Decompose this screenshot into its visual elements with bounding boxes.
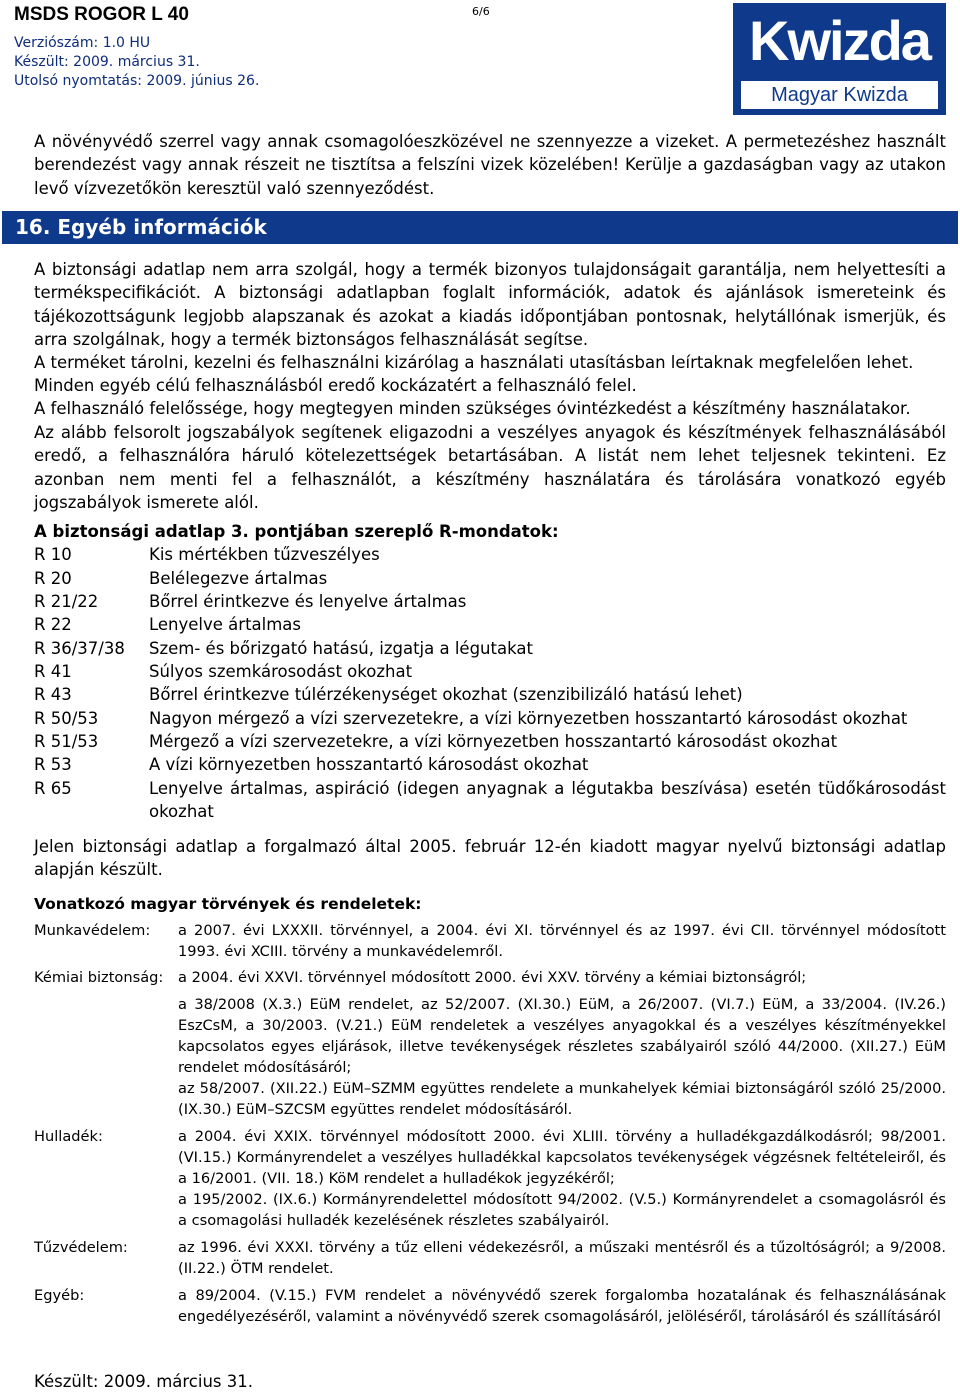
- section-title: 16. Egyéb információk: [15, 215, 267, 239]
- law-text: a 2007. évi LXXXII. törvénnyel, a 2004. évi XI. törvénnyel és az 1997. évi CII. törvénnyel módosított 1993. évi XCIII. törvény a munkavédelemről.: [178, 922, 946, 960]
- footer-created: Készült: 2009. március 31.: [34, 1372, 254, 1391]
- law-category: Tűzvédelem:: [34, 1239, 128, 1256]
- law-text: a 195/2002. (IX.6.) Kormányrendelettel módosított 94/2002. (V.5.) Kormányrendelet a csomagolásról és a csomagolási hulladék kezelésének részletes szabályairól.: [178, 1191, 946, 1229]
- r-phrase-text: Lenyelve ártalmas: [149, 615, 302, 634]
- r-phrase-code: R 50/53: [34, 709, 99, 728]
- r-phrase-text: Mérgező a vízi szervezetekre, a vízi környezetben hosszantartó károsodást okozhat: [149, 732, 838, 751]
- law-category: Munkavédelem:: [34, 922, 151, 939]
- r-phrase-text: Súlyos szemkárosodást okozhat: [149, 662, 413, 681]
- law-category: Egyéb:: [34, 1287, 85, 1304]
- version-line: Verziószám: 1.0 HU: [14, 35, 151, 51]
- r-phrase-code: R 21/22: [34, 592, 99, 611]
- section-paragraph-disclaimer: A biztonsági adatlap nem arra szolgál, hogy a termék bizonyos tulajdonságait garantálja, nem helyettesíti a termékspecifikációt. A biztonsági adatlapban foglalt információk, adatok és ajánlások ismereteink és tájékozottságunk legjobb alapszanak és azokat a kiadás időpontjában pontosnak, helytállónak ismerjük, és arra szolgálnak, hogy a termék biztonságos felhasználását segítse.: [34, 260, 946, 349]
- law-text: az 58/2007. (XII.22.) EüM–SZMM együttes rendelete a munkahelyek kémiai biztonságáról szóló 25/2000. (IX.30.) EüM–SZCSM együttes rendelet módosításáról.: [178, 1080, 946, 1118]
- law-category: Hulladék:: [34, 1128, 103, 1145]
- document-title: MSDS ROGOR L 40: [14, 4, 189, 25]
- r-phrase-text: Lenyelve ártalmas, aspiráció (idegen anyagnak a légutakba beszívása) esetén tüdőkárosodást okozhat: [149, 779, 946, 822]
- page-number: 6/6: [472, 5, 490, 18]
- section-paragraph-risk: Minden egyéb célú felhasználásból eredő kockázatért a felhasználó felel.: [34, 376, 637, 395]
- section-paragraph-legislation: Az alább felsorolt jogszabályok segítenek eligazodni a veszélyes anyagok és készítmények felhasználásából eredő, a felhasználóra háruló kötelezettségek betartásában. A listát nem lehet teljesnek tekinteni. Ez azonban nem menti fel a felhasználót, a készítmény használatára és tárolására vonatkozó egyéb jogszabályok ismerete alól.: [34, 423, 946, 512]
- law-text: az 1996. évi XXXI. törvény a tűz elleni védekezésről, a műszaki mentésről és a tűzoltóságról; a 9/2008. (II.22.) ÖTM rendelet.: [178, 1239, 946, 1277]
- kwizda-logo: [733, 3, 946, 115]
- r-phrase-code: R 36/37/38: [34, 639, 125, 658]
- r-phrase-code: R 10: [34, 545, 72, 564]
- logo-subtitle: Magyar Kwizda: [741, 81, 938, 109]
- r-phrase-text: Belélegezve ártalmas: [149, 569, 328, 588]
- source-note: Jelen biztonsági adatlap a forgalmazó által 2005. február 12-én kiadott magyar nyelvű biztonsági adatlap alapján készült.: [34, 837, 946, 880]
- section-paragraph-responsibility: A felhasználó felelőssége, hogy megtegyen minden szükséges óvintézkedést a készítmény használatakor.: [34, 399, 911, 418]
- law-category: Kémiai biztonság:: [34, 969, 164, 986]
- law-text: a 2004. évi XXVI. törvénnyel módosított 2000. évi XXV. törvény a kémiai biztonságról;: [178, 969, 807, 986]
- r-phrase-code: R 53: [34, 755, 72, 774]
- r-phrase-code: R 51/53: [34, 732, 99, 751]
- law-text: a 2004. évi XXIX. törvénnyel módosított 2000. évi XLIII. törvény a hulladékgazdálkodásról; 98/2001.(VI.15.) Kormányrendelet a veszélyes hulladékkal kapcsolatos tevékenységek végzésnek feltételeiről, és a 16/2001. (VII. 18.) KöM rendelet a hulladékok jegyzékéről;: [178, 1128, 946, 1187]
- r-phrase-text: Nagyon mérgező a vízi szervezetekre, a vízi környezetben hosszantartó károsodást okozhat: [149, 709, 908, 728]
- r-phrase-code: R 20: [34, 569, 72, 588]
- r-phrase-text: Szem- és bőrizgató hatású, izgatja a légutakat: [149, 639, 533, 658]
- laws-heading: Vonatkozó magyar törvények és rendeletek:: [34, 895, 422, 913]
- logo-wordmark: Kwizda: [749, 9, 930, 72]
- r-phrase-code: R 41: [34, 662, 72, 681]
- r-phrase-code: R 65: [34, 779, 72, 798]
- law-text: a 89/2004. (V.15.) FVM rendelet a növényvédő szerek forgalomba hozatalának és felhasználásának engedélyezéséről, valamint a növényvédő szerek csomagolásáról, jelöléséről, tárolásáról és szállításáról: [178, 1287, 946, 1325]
- r-phrase-code: R 43: [34, 685, 72, 704]
- r-phrases-heading: A biztonsági adatlap 3. pontjában szereplő R-mondatok:: [34, 522, 559, 541]
- r-phrase-text: Bőrrel érintkezve és lenyelve ártalmas: [149, 592, 467, 611]
- r-phrase-code: R 22: [34, 615, 72, 634]
- created-line: Készült: 2009. március 31.: [14, 54, 200, 70]
- r-phrase-text: A vízi környezetben hosszantartó károsodást okozhat: [149, 755, 589, 774]
- r-phrase-text: Bőrrel érintkezve túlérzékenységet okozhat (szenzibilizáló hatású lehet): [149, 685, 743, 704]
- r-phrase-text: Kis mértékben tűzveszélyes: [149, 545, 380, 564]
- law-text: a 38/2008 (X.3.) EüM rendelet, az 52/2007. (XI.30.) EüM, a 26/2007. (VI.7.) EüM, a 33/2004. (IV.26.) EszCsM, a 30/2003. (V.21.) EüM rendeletek a veszélyes anyagokkal és a veszélyes készítményekkel kapcsolatos egyes eljárások, illetve tevékenységek részletes szabályairól szóló 44/2000. (XII.27.) EüM rendelet módosításáról;: [178, 996, 946, 1076]
- section-header-bar: [2, 211, 958, 244]
- section-paragraph-usage: A terméket tárolni, kezelni és felhasználni kizárólag a használati utasításban leírtaknak megfelelően lehet.: [34, 353, 914, 372]
- intro-paragraph: A növényvédő szerrel vagy annak csomagolóeszközével ne szennyezze a vizeket. A permetezéshez használt berendezést vagy annak részeit ne tisztítsa a felszíni vizek közelében! Kerülje a gazdaságban vagy az utakon levő vízvezetőkön keresztül való szennyeződést.: [34, 132, 946, 198]
- printed-line: Utolsó nyomtatás: 2009. június 26.: [14, 73, 260, 89]
